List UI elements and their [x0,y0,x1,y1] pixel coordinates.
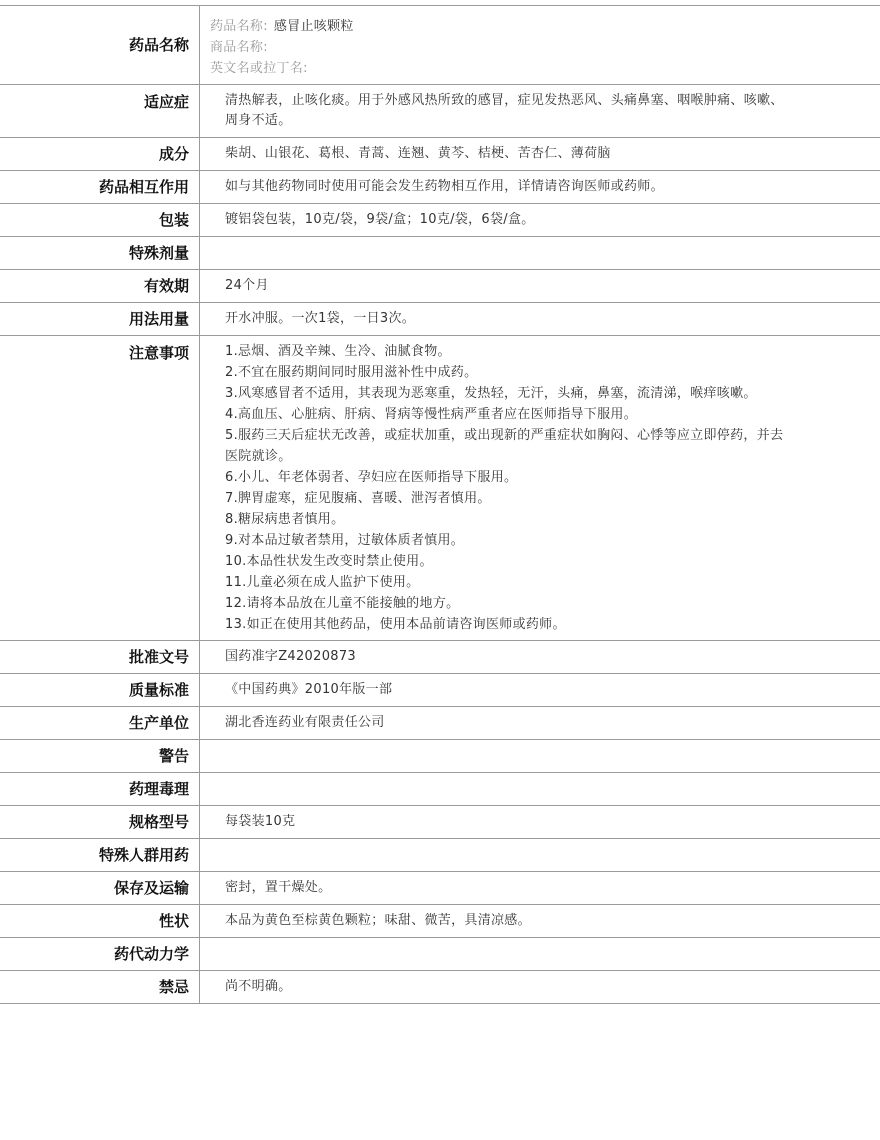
pharmacokinetics-value [200,938,880,970]
warning-value [200,740,880,772]
special-population-label: 特殊人群用药 [0,839,200,871]
generic-name-value: 感冒止咳颗粒 [273,19,354,34]
precaution-item: 1.忌烟、酒及辛辣、生冷、油腻食物。 [225,344,451,359]
storage-value: 密封，置干燥处。 [225,880,332,895]
standard-value: 《中国药典》2010年版一部 [225,682,393,697]
precaution-item: 10.本品性状发生改变时禁止使用。 [225,554,433,569]
row-special-dose [0,237,880,270]
spec-value: 每袋装10克 [225,814,296,829]
row-standard [0,674,880,707]
row-usage [0,303,880,336]
row-special-population [0,839,880,872]
row-pharmacology [0,773,880,806]
row-spec [0,806,880,839]
trade-name-line [210,37,790,58]
row-precautions [0,336,880,641]
row-indication [0,85,880,138]
manufacturer-label: 生产单位 [0,707,200,739]
approval-value: 国药准字Z42020873 [225,649,356,664]
storage-label: 保存及运输 [0,872,200,904]
row-ingredients [0,138,880,171]
english-name-line [210,58,790,79]
precaution-item: 7.脾胃虚寒，症见腹痛、喜暖、泄泻者慎用。 [225,491,491,506]
package-value: 镀铝袋包装，10克/袋，9袋/盒；10克/袋，6袋/盒。 [225,212,535,227]
warning-label: 警告 [0,740,200,772]
row-manufacturer [0,707,880,740]
row-warning [0,740,880,773]
special-dose-label: 特殊剂量 [0,237,200,269]
row-contraindication [0,971,880,1004]
precaution-item: 6.小儿、年老体弱者、孕妇应在医师指导下服用。 [225,470,518,485]
appearance-value: 本品为黄色至棕黄色颗粒；味甜、微苦，具清凉感。 [225,913,531,928]
package-label: 包装 [0,204,200,236]
precaution-item: 3.风寒感冒者不适用，其表现为恶寒重，发热轻，无汗，头痛，鼻塞，流清涕，喉痒咳嗽。 [225,386,757,401]
indication-value: 清热解表，止咳化痰。用于外感风热所致的感冒，症见发热恶风、头痛鼻塞、咽喉肿痛、咳嗽、周身不适。 [225,93,784,128]
drug-name-label: 药品名称 [0,6,200,84]
usage-label: 用法用量 [0,303,200,335]
precaution-item: 2.不宜在服药期间同时服用滋补性中成药。 [225,365,478,380]
validity-value: 24个月 [225,278,269,293]
contraindication-label: 禁忌 [0,971,200,1003]
precaution-item: 9.对本品过敏者禁用，过敏体质者慎用。 [225,533,465,548]
precaution-item: 11.儿童必须在成人监护下使用。 [225,575,420,590]
interaction-label: 药品相互作用 [0,171,200,203]
precaution-item: 13.如正在使用其他药品，使用本品前请咨询医师或药师。 [225,617,566,632]
row-approval [0,641,880,674]
pharmacokinetics-label: 药代动力学 [0,938,200,970]
spec-label: 规格型号 [0,806,200,838]
precaution-item: 4.高血压、心脏病、肝病、肾病等慢性病严重者应在医师指导下服用。 [225,407,638,422]
ingredients-value: 柴胡、山银花、葛根、青蒿、连翘、黄芩、桔梗、苦杏仁、薄荷脑 [225,146,611,161]
usage-value: 开水冲服。一次1袋，一日3次。 [225,311,416,326]
generic-name-line [210,16,790,37]
drug-info-table [0,5,880,1004]
row-pharmacokinetics [0,938,880,971]
ingredients-label: 成分 [0,138,200,170]
precautions-list [200,336,880,640]
row-drug-name [0,6,880,85]
precaution-item: 8.糖尿病患者慎用。 [225,512,345,527]
special-dose-value [200,237,880,269]
generic-name-label: 药品名称: [210,19,268,34]
appearance-label: 性状 [0,905,200,937]
pharmacology-value [200,773,880,805]
row-storage [0,872,880,905]
standard-label: 质量标准 [0,674,200,706]
indication-label: 适应症 [0,85,200,137]
row-package [0,204,880,237]
approval-label: 批准文号 [0,641,200,673]
row-appearance [0,905,880,938]
drug-name-block [200,6,880,84]
english-name-label: 英文名或拉丁名: [210,61,308,76]
precaution-item: 5.服药三天后症状无改善，或症状加重，或出现新的严重症状如胸闷、心悸等应立即停药，并去医院就诊。 [225,428,784,464]
trade-name-label: 商品名称: [210,40,268,55]
precaution-item: 12.请将本品放在儿童不能接触的地方。 [225,596,460,611]
special-population-value [200,839,880,871]
pharmacology-label: 药理毒理 [0,773,200,805]
validity-label: 有效期 [0,270,200,302]
row-validity [0,270,880,303]
interaction-value: 如与其他药物同时使用可能会发生药物相互作用，详情请咨询医师或药师。 [225,179,664,194]
contraindication-value: 尚不明确。 [225,979,292,994]
manufacturer-value: 湖北香连药业有限责任公司 [225,715,385,730]
precautions-label: 注意事项 [0,336,200,640]
row-interaction [0,171,880,204]
